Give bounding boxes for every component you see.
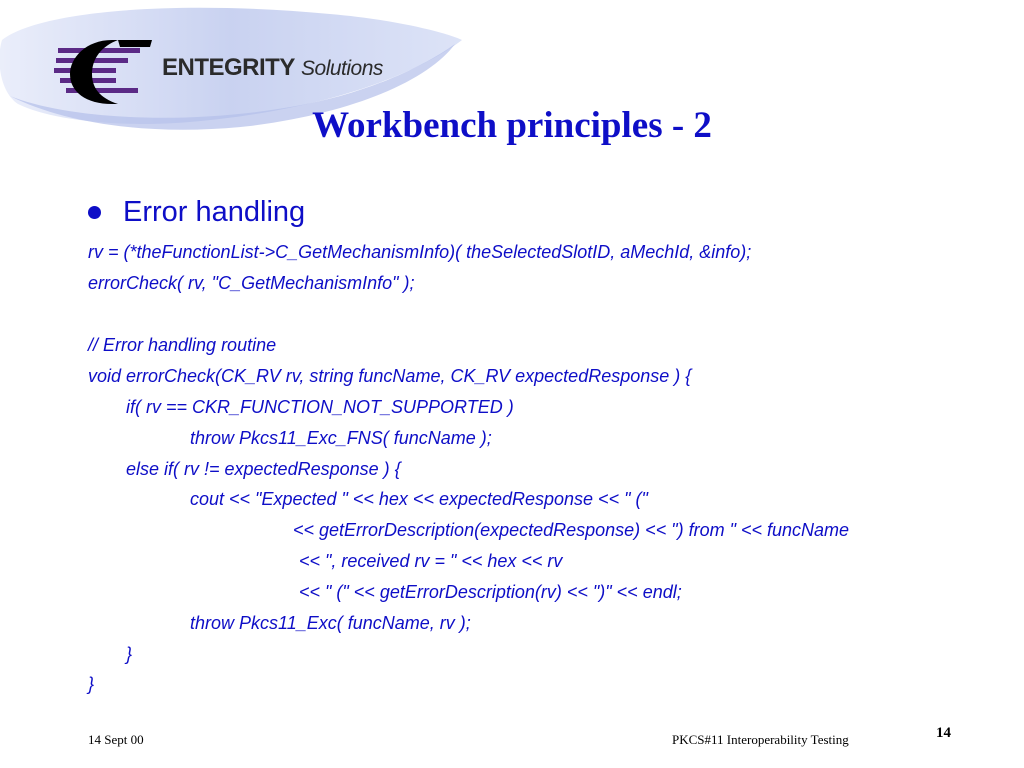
footer-title: PKCS#11 Interoperability Testing — [672, 732, 849, 747]
code-line: errorCheck( rv, "C_GetMechanismInfo" ); — [88, 273, 415, 293]
code-line: throw Pkcs11_Exc( funcName, rv ); — [190, 613, 471, 633]
code-line: } — [88, 674, 95, 694]
bullet-item — [88, 196, 305, 229]
code-line: } — [126, 644, 133, 664]
code-line: << ", received rv = " << hex << rv — [299, 551, 563, 571]
code-line: if( rv == CKR_FUNCTION_NOT_SUPPORTED ) — [126, 397, 514, 417]
logo-wordmark — [162, 54, 383, 82]
slide-title: Workbench principles - 2 — [312, 105, 712, 146]
bullet-dot-icon — [88, 206, 101, 219]
code-line: else if( rv != expectedResponse ) { — [126, 459, 401, 479]
logo-suffix-text: Solutions — [301, 57, 383, 80]
code-line: // Error handling routine — [88, 335, 277, 355]
page-number: 14 — [936, 725, 951, 741]
code-line: void errorCheck(CK_RV rv, string funcName, CK_RV expectedResponse ) { — [88, 366, 692, 386]
code-line: << " (" << getErrorDescription(rv) << ")" << endl; — [299, 582, 682, 602]
code-line: << getErrorDescription(expectedResponse) << ") from " << funcName — [293, 520, 850, 540]
footer-date: 14 Sept 00 — [88, 732, 144, 747]
code-line: rv = (*theFunctionList->C_GetMechanismInfo)( theSelectedSlotID, aMechId, &info); — [88, 242, 752, 262]
bullet-text: Error handling — [123, 196, 306, 228]
logo-brand-text: ENTEGRITY — [162, 54, 295, 81]
code-line: cout << "Expected " << hex << expectedResponse << " (" — [190, 489, 648, 509]
code-line: throw Pkcs11_Exc_FNS( funcName ); — [190, 428, 492, 448]
